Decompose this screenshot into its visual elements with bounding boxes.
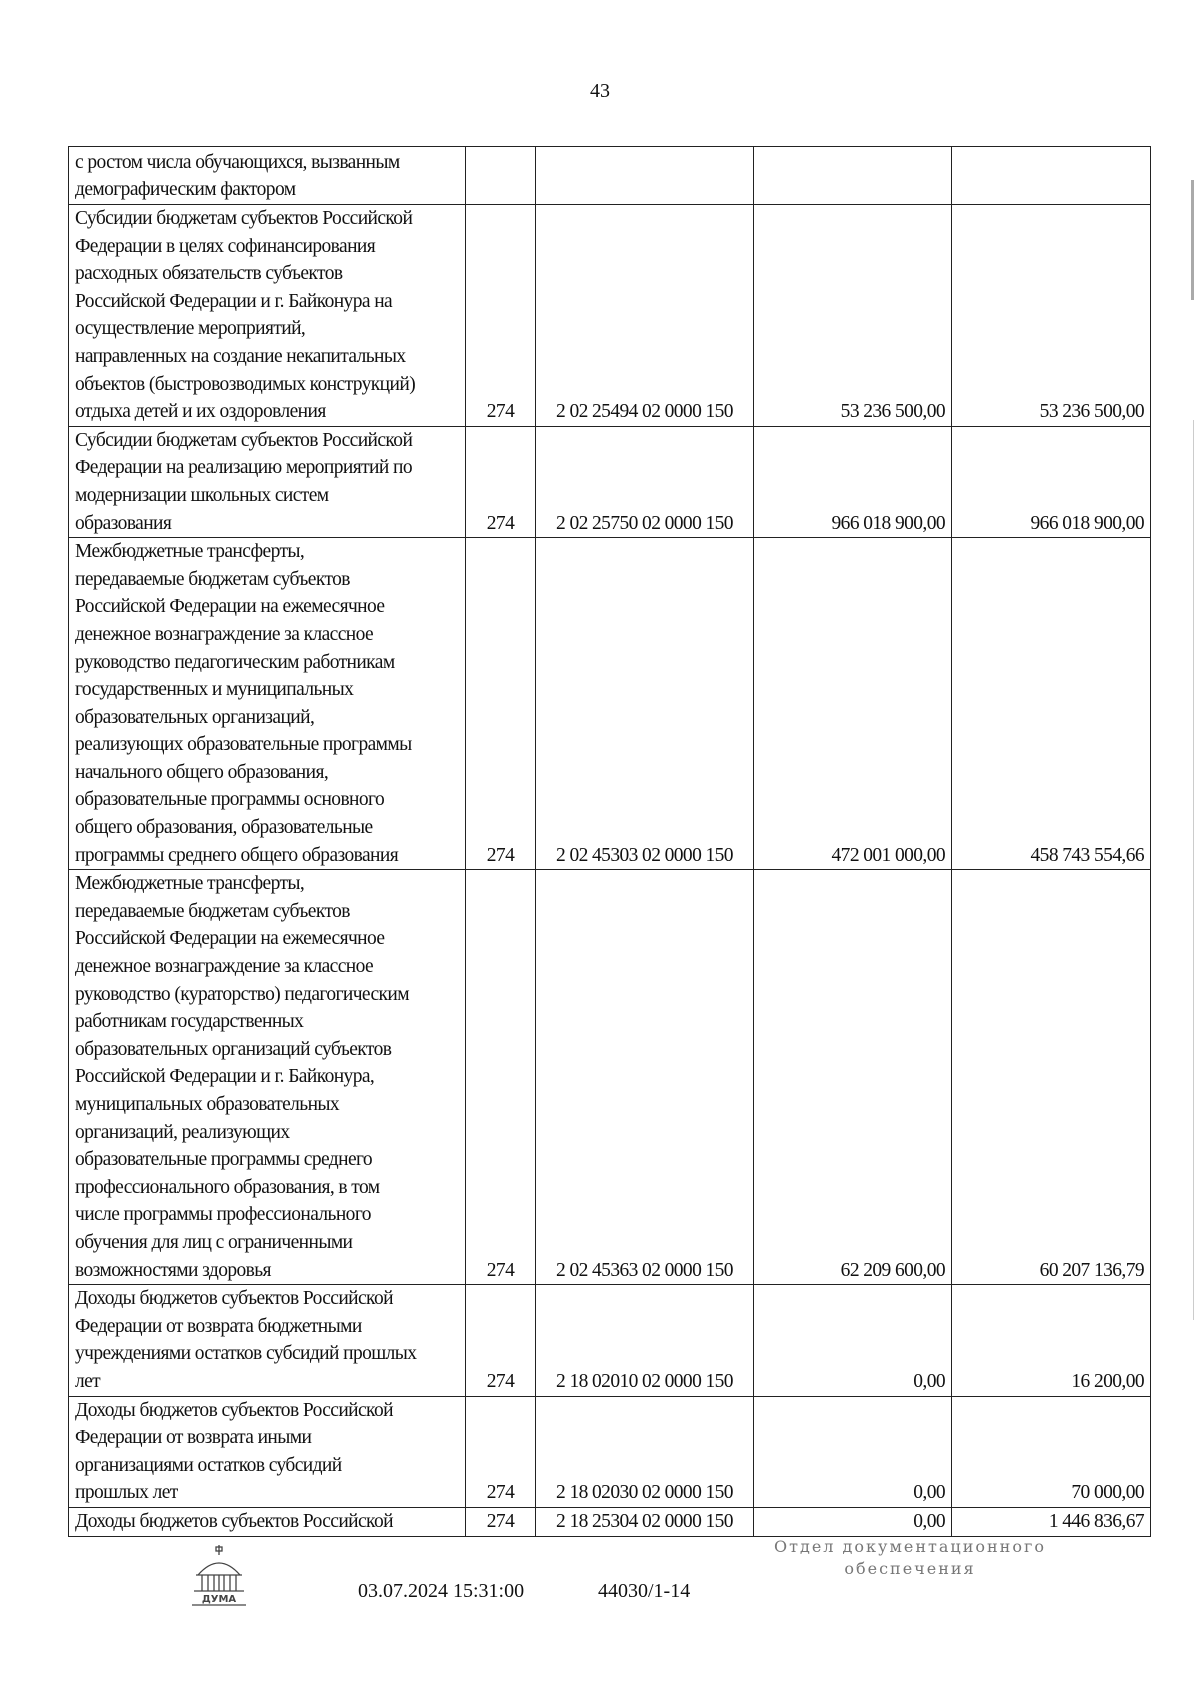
row-fact: 1 446 836,67 — [952, 1507, 1151, 1536]
table-row — [69, 1396, 1151, 1507]
row-fact: 458 743 554,66 — [952, 538, 1151, 870]
row-kbk: 2 02 25494 02 0000 150 — [536, 205, 754, 427]
row-kbk: 2 02 25750 02 0000 150 — [536, 426, 754, 537]
stamp-line-1: Отдел документационного — [774, 1537, 1046, 1556]
footer-document-number: 44030/1-14 — [598, 1580, 691, 1602]
row-fact: 53 236 500,00 — [952, 205, 1151, 427]
row-kbk: 2 18 25304 02 0000 150 — [536, 1507, 754, 1536]
row-description: Доходы бюджетов субъектов Российской — [69, 1507, 466, 1536]
row-code: 274 — [466, 870, 536, 1285]
row-fact: 16 200,00 — [952, 1285, 1151, 1396]
table-row — [69, 147, 1151, 205]
duma-building-icon — [188, 1543, 250, 1609]
row-description: Межбюджетные трансферты, передаваемые бюджетам субъектов Российской Федерации на ежемесячное денежное вознаграждение за классное руководство педагогическим работникам государственных и муниципальных образовательных организаций, реализующих образовательные программы начального общего образования, образовательные программы основного общего образования, образовательные программы среднего общего образования — [69, 538, 466, 870]
duma-logo — [188, 1543, 250, 1609]
row-code: 274 — [466, 1507, 536, 1536]
row-code: 274 — [466, 538, 536, 870]
scan-edge-mark — [1191, 180, 1194, 300]
row-plan: 966 018 900,00 — [754, 426, 952, 537]
row-kbk: 2 02 45303 02 0000 150 — [536, 538, 754, 870]
department-stamp — [760, 1536, 1060, 1580]
row-description: Доходы бюджетов субъектов Российской Федерации от возврата бюджетными учреждениями остатков субсидий прошлых лет — [69, 1285, 466, 1396]
table-row — [69, 538, 1151, 870]
row-code: 274 — [466, 1285, 536, 1396]
scan-edge-mark — [1193, 420, 1194, 1320]
duma-logo-text: ДУМА — [201, 1594, 237, 1605]
page-number: 43 — [590, 80, 610, 102]
row-plan — [754, 147, 952, 205]
row-kbk — [536, 147, 754, 205]
table-row — [69, 870, 1151, 1285]
row-plan: 0,00 — [754, 1396, 952, 1507]
budget-table-body — [69, 147, 1151, 1537]
row-code: 274 — [466, 426, 536, 537]
row-plan: 0,00 — [754, 1285, 952, 1396]
row-kbk: 2 18 02030 02 0000 150 — [536, 1396, 754, 1507]
row-description: Субсидии бюджетам субъектов Российской Федерации на реализацию мероприятий по модернизации школьных систем образования — [69, 426, 466, 537]
row-plan: 472 001 000,00 — [754, 538, 952, 870]
row-plan: 62 209 600,00 — [754, 870, 952, 1285]
row-kbk: 2 02 45363 02 0000 150 — [536, 870, 754, 1285]
table-row — [69, 426, 1151, 537]
stamp-line-2: обеспечения — [844, 1559, 976, 1578]
row-fact: 966 018 900,00 — [952, 426, 1151, 537]
row-code: 274 — [466, 1396, 536, 1507]
row-kbk: 2 18 02010 02 0000 150 — [536, 1285, 754, 1396]
row-code — [466, 147, 536, 205]
table-row — [69, 1285, 1151, 1396]
footer-datetime: 03.07.2024 15:31:00 — [358, 1580, 525, 1602]
row-description: Межбюджетные трансферты, передаваемые бюджетам субъектов Российской Федерации на ежемесячное денежное вознаграждение за классное руководство (кураторство) педагогическим работникам государственных образовательных организаций субъектов Российской Федерации и г. Байконура, муниципальных образовательных организаций, реализующих образовательные программы среднего профессионального образования, в том числе программы профессионального обучения для лиц с ограниченными возможностями здоровья — [69, 870, 466, 1285]
row-description: Субсидии бюджетам субъектов Российской Федерации в целях софинансирования расходных обязательств субъектов Российской Федерации и г. Байконура на осуществление мероприятий, направленных на создание некапитальных объектов (быстровозводимых конструкций) отдыха детей и их оздоровления — [69, 205, 466, 427]
row-fact — [952, 147, 1151, 205]
table-row — [69, 205, 1151, 427]
table-row — [69, 1507, 1151, 1536]
row-fact: 70 000,00 — [952, 1396, 1151, 1507]
budget-table — [68, 146, 1151, 1537]
row-description: с ростом числа обучающихся, вызванным демографическим фактором — [69, 147, 466, 205]
row-fact: 60 207 136,79 — [952, 870, 1151, 1285]
row-code: 274 — [466, 205, 536, 427]
row-description: Доходы бюджетов субъектов Российской Федерации от возврата иными организациями остатков субсидий прошлых лет — [69, 1396, 466, 1507]
row-plan: 0,00 — [754, 1507, 952, 1536]
row-plan: 53 236 500,00 — [754, 205, 952, 427]
